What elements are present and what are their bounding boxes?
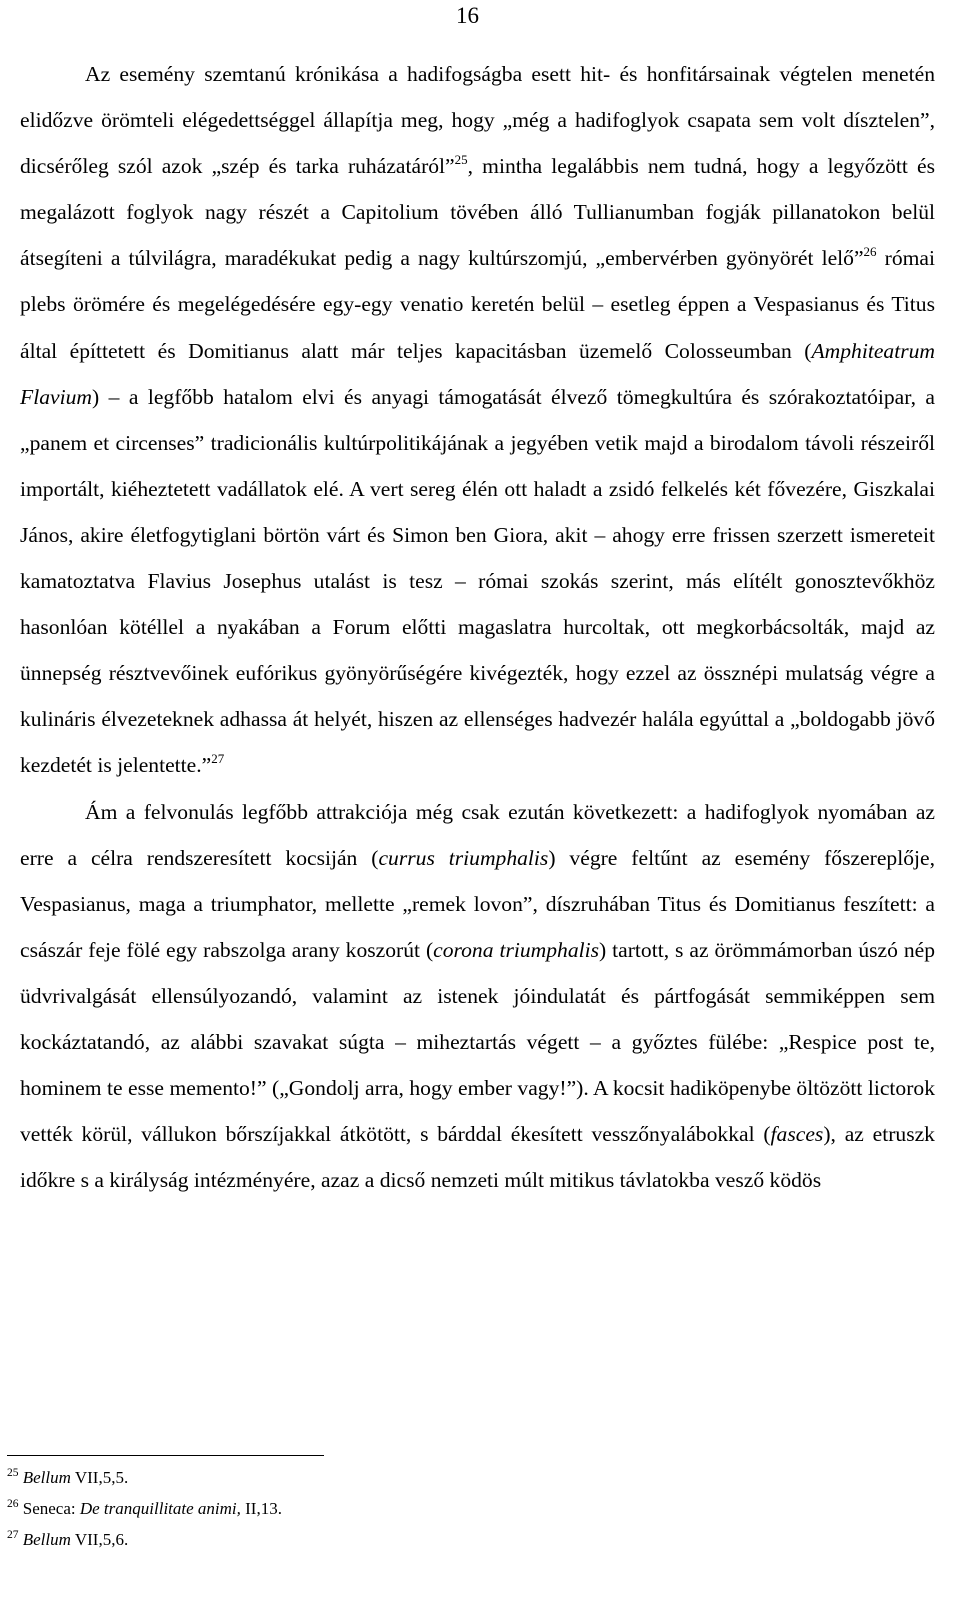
- paragraph: [20, 789, 935, 1204]
- footnote: [7, 1462, 907, 1493]
- footnote-number: 27: [7, 1529, 19, 1541]
- italic-text: Bellum: [22, 1468, 71, 1487]
- text-run: Seneca:: [22, 1499, 80, 1518]
- italic-text: corona triumphalis: [433, 937, 600, 962]
- paragraph: [20, 51, 935, 789]
- text-run: Az esemény szemtanú krónikása a hadifogságba esett hit- és honfitársainak végtelen menetén elidőzve örömteli elégedettséggel állapítja meg, hogy „még a hadifoglyok csapata sem volt dísztelen”, dicsérőleg szól azok „szép és tarka ruházatáról”: [20, 62, 935, 179]
- text-run: ) végre feltűnt az esemény főszereplője, Vespasianus, maga a triumphator, mellette „remek lovon”, díszruhában Titus és Domitianus feszített: a császár feje fölé egy rabszolga arany koszorút (: [20, 845, 935, 962]
- footnote-ref: 25: [454, 152, 468, 168]
- footnote-number: 26: [7, 1498, 19, 1510]
- footnote: [7, 1493, 907, 1524]
- footnote-ref: 27: [211, 751, 225, 767]
- footnote: [7, 1524, 907, 1555]
- italic-text: Bellum: [22, 1530, 71, 1549]
- text-run: ), az etruszk időkre s a királyság intézményére, azaz a dicső nemzeti múlt mitikus távlatokba vesző ködös: [20, 1122, 935, 1193]
- footnote-divider: [7, 1455, 324, 1456]
- italic-text: De tranquillitate animi,: [79, 1499, 241, 1518]
- italic-text: currus triumphalis: [378, 845, 549, 870]
- footnote-number: 25: [7, 1467, 19, 1479]
- italic-text: fasces: [770, 1122, 824, 1147]
- text-run: VII,5,6.: [70, 1530, 129, 1549]
- page-number: 16: [456, 3, 479, 28]
- footnotes: [7, 1462, 907, 1555]
- text-run: , mintha legalábbis nem tudná, hogy a legyőzött és megalázott foglyok nagy részét a Capitolium tövében álló Tullianumban fogják pillanatokon belül átsegíteni a túlvilágra, maradékukat pedig a nagy kultúrszomjú, „embervérben gyönyörét lelő”: [20, 154, 935, 271]
- footnote-ref: 26: [863, 244, 877, 260]
- text-run: VII,5,5.: [70, 1468, 129, 1487]
- body-text: [20, 51, 935, 1203]
- text-run: római plebs örömére és megelégedésére egy-egy venatio keretén belül – esetleg éppen a Vespasianus és Titus által építtetett és Domitianus alatt már teljes kapacitásban üzemelő Colosseumban (: [20, 246, 935, 363]
- text-run: ) tartott, s az örömmámorban úszó nép üdvrivalgását ellensúlyozandó, valamint az istenek jóindulatát és pártfogását semmiképpen sem kockáztatandó, az alábbi szavakat súgta – miheztartás végett – a győztes fülébe: „Respice post te, hominem te esse memento!” („Gondolj arra, hogy ember vagy!”). A kocsit hadiköpenybe öltözött lictorok vették körül, vállukon bőrszíjakkal átkötött, s bárddal ékesített vesszőnyalábokkal (: [20, 937, 935, 1147]
- text-run: ) – a legfőbb hatalom elvi és anyagi támogatását élvező tömegkultúra és szórakoztatóipar, a „panem et circenses” tradicionális kultúrpolitikájának a jegyében vetik majd a birodalom távoli részeiről importált, kiéheztetett vadállatok elé. A vert sereg élén ott haladt a zsidó felkelés két fővezére, Giszkalai János, akire életfogytiglani börtön várt és Simon ben Giora, akit – ahogy erre frissen szerzett ismereteit kamatoztatva Flavius Josephus utalást is tesz – római szokás szerint, más elítélt gonosztevőkhöz hasonlóan kötéllel a nyakában a Forum előtti magaslatra hurcoltak, ott megkorbácsolták, majd az ünnepség résztvevőinek eufórikus gyönyörűségére kivégezték, hogy ezzel az össznépi mulatság végre a kulináris élvezeteknek adhassa át helyét, hiszen az ellenséges hadvezér halála egyúttal a „boldogabb jövő kezdetét is jelentette.”: [20, 384, 935, 778]
- italic-text: Amphiteatrum Flavium: [20, 338, 935, 409]
- text-run: II,13.: [240, 1499, 282, 1518]
- text-run: Ám a felvonulás legfőbb attrakciója még csak ezután következett: a hadifoglyok nyomában az erre a célra rendszeresített kocsiján (: [20, 799, 935, 870]
